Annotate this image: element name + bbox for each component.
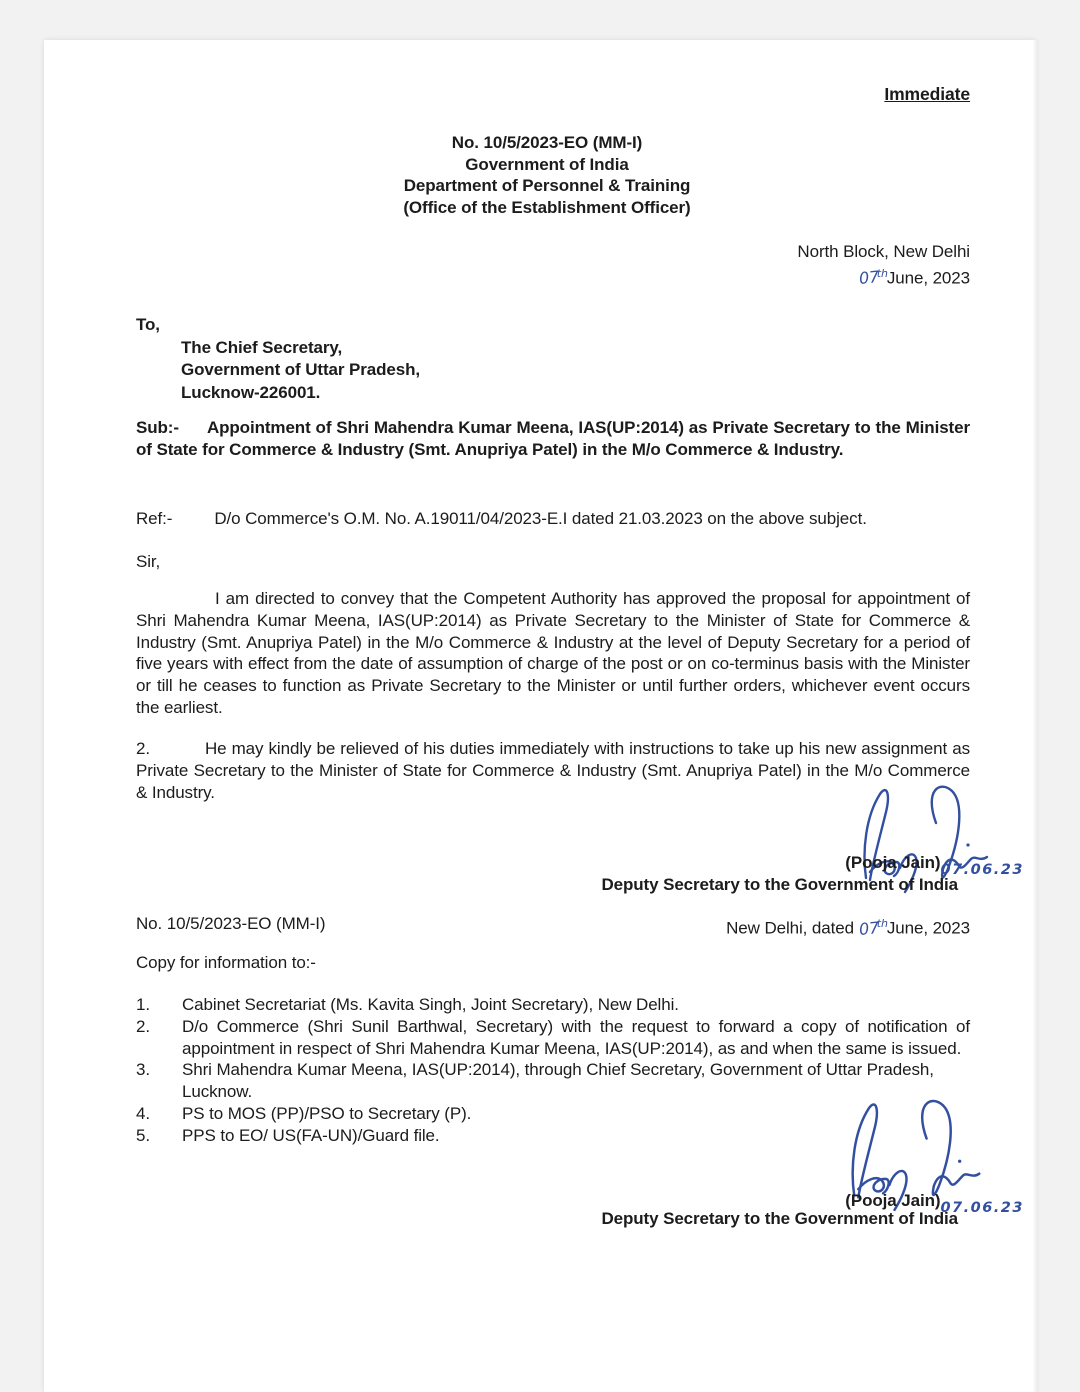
recipient-line: Lucknow-226001. [181,382,321,402]
reference-line [136,508,970,530]
subject-label: Sub:- [136,418,179,437]
handwritten-day-suffix: th [876,917,888,930]
handwritten-sign-date: 07.06.23 [940,862,1024,878]
body-paragraph-1: I am directed to convey that the Competent Authority has approved the proposal for appointment of Shri Mahendra Kumar Meena, IAS(UP:2014) as Private Secretary to the Minister of State for Commerce & Industry (Smt. Anupriya Patel) in the M/o Commerce & Industry at the level of Deputy Secretary for a period of five years with effect from the date of assumption of charge of the post or on co-terminus basis with the Minister or till he ceases to function as Private Secretary to the Minister or until further orders, whichever event occurs the earliest. [136,589,970,717]
recipient-line: The Chief Secretary, [181,338,343,357]
recipient-address [181,337,420,404]
copy-list-item: 4. PS to MOS (PP)/PSO to Secretary (P). [136,1103,472,1123]
dateline-date [797,263,970,289]
signatory-designation: Deputy Secretary to the Government of India [601,1209,958,1228]
signatory-designation: Deputy Secretary to the Government of India [601,875,958,894]
copy-list-item: 3. Shri Mahendra Kumar Meena, IAS(UP:2014), through Chief Secretary, Government of Uttar Pradesh, Lucknow. [136,1060,934,1102]
signatory-name: (Pooja Jain)07.06.23 [845,1191,1024,1216]
handwritten-day: 07 [857,917,880,939]
dateline-month-year: June, 2023 [886,268,970,288]
letterhead-ref-no: No. 10/5/2023-EO (MM-I) [451,133,643,152]
salutation: Sir, [136,552,161,571]
letterhead [44,132,1036,219]
footer-reference-row [136,913,970,939]
letterhead-office: (Office of the Establishment Officer) [403,198,691,218]
handwritten-day: 07 [857,267,880,289]
priority-stamp: Immediate [884,84,970,104]
footer-month-year: June, 2023 [886,918,970,938]
letterhead-org: Government of India [465,154,629,174]
dateline-place: North Block, New Delhi [797,242,970,261]
paragraph-number: 2. [136,739,150,758]
dateline [797,241,970,289]
copy-list-item: 2. D/o Commerce (Shri Sunil Barthwal, Secretary) with the request to forward a copy of notification of appointment in respect of Shri Mahendra Kumar Meena, IAS(UP:2014), as and when the same is issued. [136,1016,970,1058]
copy-list-item: 5. PPS to EO/ US(FA-UN)/Guard file. [136,1125,440,1145]
subject-line [136,417,970,461]
handwritten-day-suffix: th [876,266,888,280]
copy-list-item: 1. Cabinet Secretariat (Ms. Kavita Singh, Joint Secretary), New Delhi. [136,995,679,1014]
reference-text: D/o Commerce's O.M. No. A.19011/04/2023-E.I dated 21.03.2023 on the above subject. [214,509,867,528]
recipient-line: Government of Uttar Pradesh, [181,360,421,380]
subject-text: Appointment of Shri Mahendra Kumar Meena, IAS(UP:2014) as Private Secretary to the Minister of State for Commerce & Industry (Smt. Anupriya Patel) in the M/o Commerce & Industry. [136,418,970,459]
reference-label: Ref:- [136,509,173,528]
document-page [44,40,1036,1392]
copy-section-heading: Copy for information to:- [136,953,316,972]
handwritten-sign-date: 07.06.23 [940,1200,1024,1216]
letterhead-dept: Department of Personnel & Training [403,176,691,196]
footer-ref-no: No. 10/5/2023-EO (MM-I) [136,914,326,933]
footer-dateline: New Delhi, dated 07thJune, 2023 [726,917,970,939]
signatory-name: (Pooja Jain)07.06.23 [845,853,1024,878]
body-paragraph-2-text: He may kindly be relieved of his duties immediately with instructions to take up his new assignment as Private Secretary to the Minister of State for Commerce & Industry (Smt. Anupriya Patel) in the M/o Commerce & Industry. [136,739,970,802]
recipient-label: To, [136,315,160,334]
